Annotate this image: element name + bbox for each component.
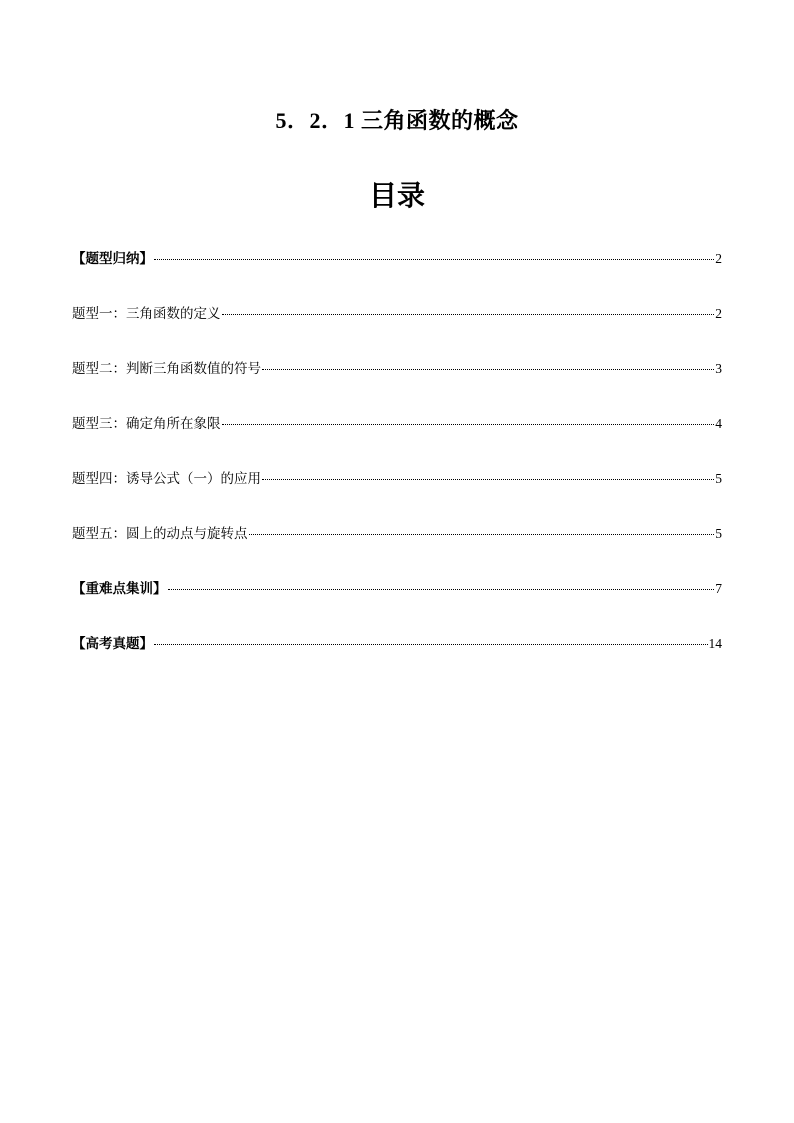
toc-entry-label: 题型三：确定角所在象限 [72,416,221,432]
table-of-contents [72,250,722,690]
toc-dot-leader [262,369,714,370]
toc-entry-page-number: 5 [715,471,722,486]
toc-entry-label: 【高考真题】 [72,636,153,652]
toc-entry-label: 题型二：判断三角函数值的符号 [72,361,261,377]
toc-entry-page-number: 4 [715,416,722,431]
toc-entry-type-2[interactable] [72,360,722,415]
toc-dot-leader [262,479,714,480]
toc-dot-leader [222,314,715,315]
toc-entry-type-1[interactable] [72,305,722,360]
toc-entry-page-number: 7 [715,581,722,596]
toc-dot-leader [154,259,714,260]
toc-entry-label: 题型一：三角函数的定义 [72,306,221,322]
toc-entry-label: 题型五：圆上的动点与旋转点 [72,526,248,542]
toc-entry-page-number: 2 [715,251,722,266]
toc-dot-leader [249,534,715,535]
toc-entry-type-4[interactable] [72,470,722,525]
toc-entry-question-types[interactable] [72,250,722,305]
toc-entry-page-number: 5 [715,526,722,541]
toc-dot-leader [222,424,715,425]
toc-entry-type-3[interactable] [72,415,722,470]
toc-entry-type-5[interactable] [72,525,722,580]
toc-dot-leader [154,644,708,645]
toc-entry-label: 【题型归纳】 [72,251,153,267]
toc-entry-label: 【重难点集训】 [72,581,167,597]
toc-entry-page-number: 2 [715,306,722,321]
toc-entry-exam-questions[interactable] [72,635,722,690]
toc-heading: 目录 [368,179,425,212]
toc-entry-page-number: 3 [715,361,722,376]
toc-entry-label: 题型四：诱导公式（一）的应用 [72,471,261,487]
document-title: 5．2．1 三角函数的概念 [275,108,519,133]
toc-dot-leader [168,589,715,590]
toc-entry-page-number: 14 [708,636,722,651]
toc-entry-key-difficulties[interactable] [72,580,722,635]
